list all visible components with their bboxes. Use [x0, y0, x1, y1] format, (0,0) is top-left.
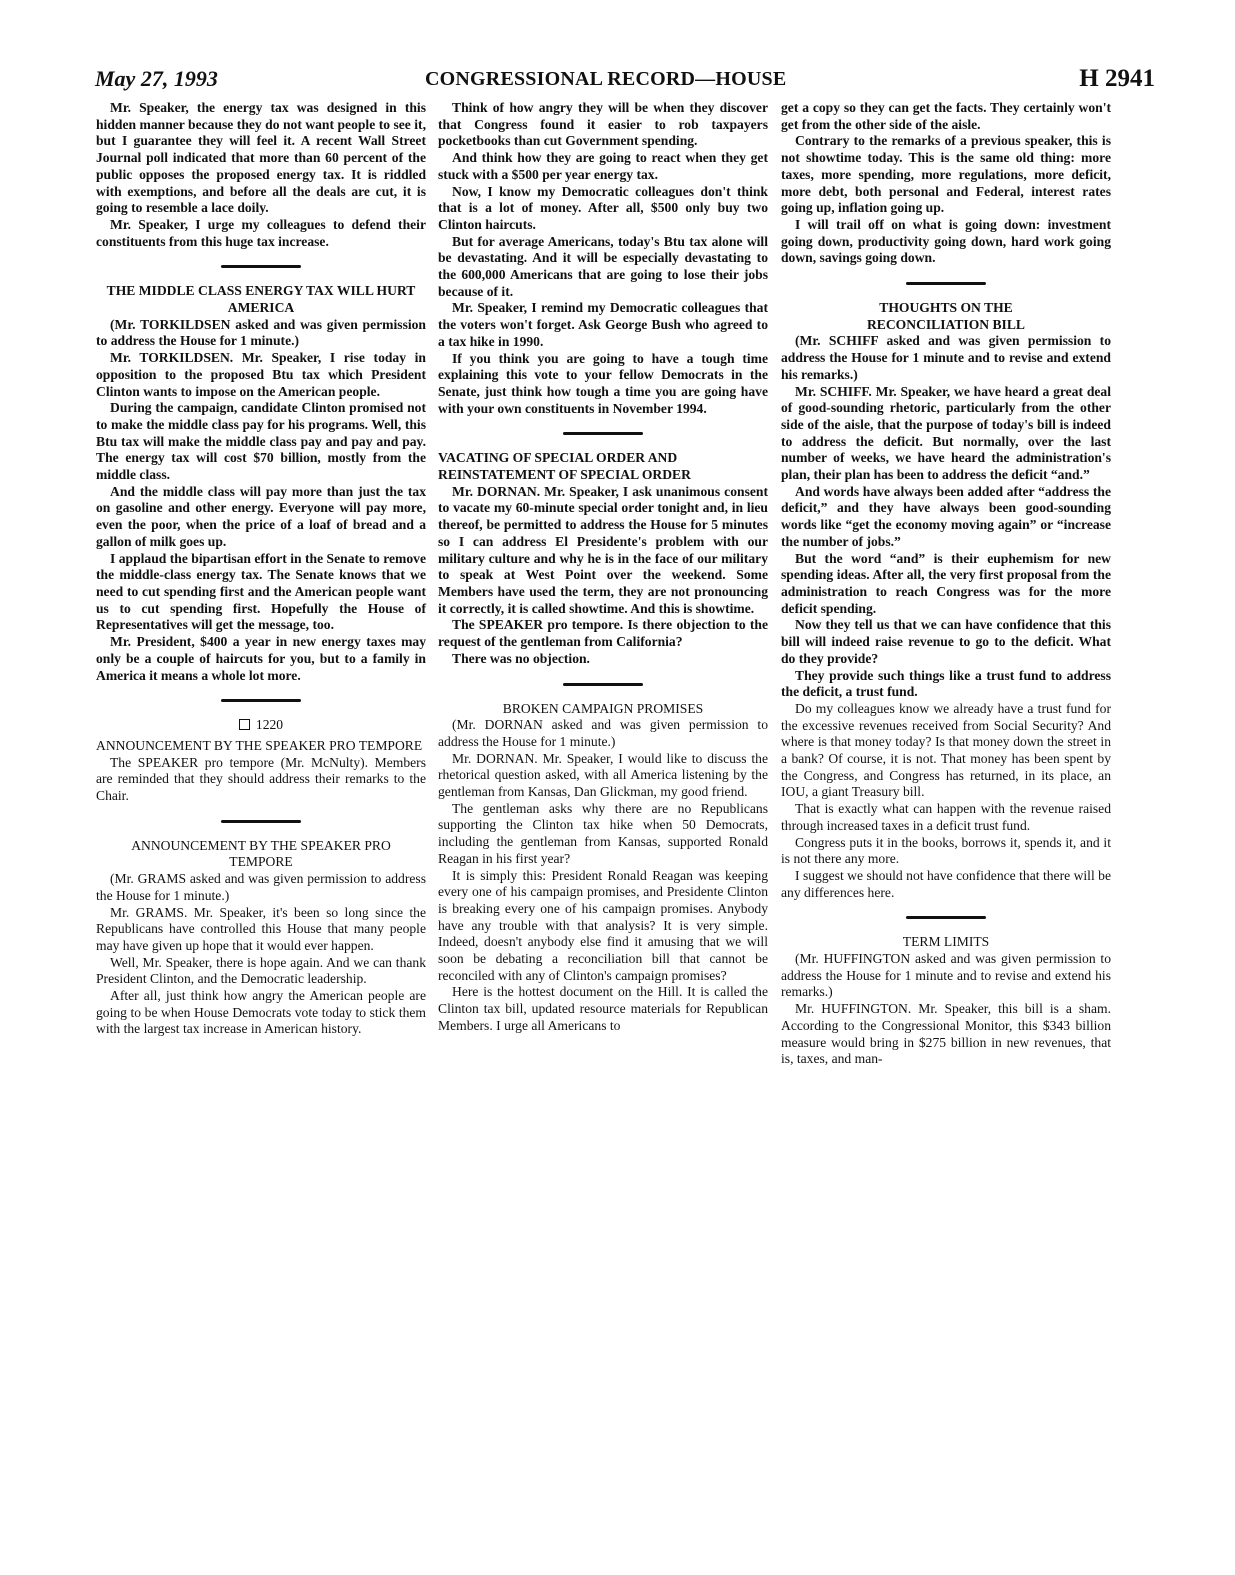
time-stamp-text: 1220	[255, 717, 284, 733]
paragraph: Mr. Speaker, I remind my Democratic colleagues that the voters won't forget. Ask George Bush who agreed to a tax hike in 1990.	[438, 300, 768, 349]
section-divider	[221, 820, 301, 823]
paragraph: (Mr. DORNAN asked and was given permission to address the House for 1 minute.)	[438, 717, 768, 749]
column-2	[438, 100, 768, 1035]
paragraph: They provide such things like a trust fund to address the deficit, a trust fund.	[781, 667, 1111, 700]
section-divider	[563, 683, 643, 686]
checkbox-icon	[239, 719, 250, 730]
paragraph: During the campaign, candidate Clinton promised not to make the middle class pay for his programs. Well, this Btu tax will make the middle class pay and pay and pay. The energy tax will cost $70 billion, mostly from the middle class.	[96, 400, 426, 483]
paragraph: (Mr. GRAMS asked and was given permission to address the House for 1 minute.)	[96, 871, 426, 903]
section-heading: ANNOUNCEMENT BY THE SPEAKER PRO TEMPORE	[96, 737, 423, 753]
section-heading: VACATING OF SPECIAL ORDER AND REINSTATEMENT OF SPECIAL ORDER	[438, 450, 691, 483]
paragraph: It is simply this: President Ronald Reagan was keeping every one of his campaign promises, and Presidente Clinton is breaking every one of his campaign promises. Anybody have any trouble with that analysis? It is very simple. Indeed, doesn't anybody else find it amusing that we will soon be debating a reconciliation bill that cannot be reconciled with any of Clinton's campaign promises?	[438, 867, 768, 983]
section-divider	[906, 916, 986, 919]
paragraph: Now, I know my Democratic colleagues don't think that is a lot of money. After all, $500 only buy two Clinton haircuts.	[438, 183, 768, 232]
paragraph: And the middle class will pay more than just the tax on gasoline and other energy. Everyone will pay more, even the poor, when the price of a loaf of bread and a gallon of milk goes up.	[96, 483, 426, 549]
paragraph: I applaud the bipartisan effort in the Senate to remove the middle-class energy tax. The Senate knows that we need to cut spending first and the American people want us to cut spending first. Hopefully the House of Representatives will get the message, too.	[96, 550, 426, 633]
paragraph: get a copy so they can get the facts. They certainly won't get from the other side of the aisle.	[781, 100, 1111, 132]
paragraph: Mr. Speaker, I urge my colleagues to defend their constituents from this huge tax increase.	[96, 216, 426, 249]
paragraph: Mr. GRAMS. Mr. Speaker, it's been so long since the Republicans have controlled this House that many people may have given up hope that it would ever happen.	[96, 904, 426, 953]
section-divider	[563, 432, 643, 435]
paragraph: Mr. TORKILDSEN. Mr. Speaker, I rise today in opposition to the proposed Btu tax which President Clinton wants to impose on the American people.	[96, 350, 426, 399]
paragraph: The SPEAKER pro tempore. Is there objection to the request of the gentleman from California?	[438, 617, 768, 650]
paragraph: Now they tell us that we can have confidence that this bill will indeed raise revenue to go to the deficit. What do they provide?	[781, 617, 1111, 666]
paragraph: (Mr. TORKILDSEN asked and was given permission to address the House for 1 minute.)	[96, 316, 426, 349]
paragraph: That is exactly what can happen with the revenue raised through increased taxes in a deficit trust fund.	[781, 801, 1111, 833]
section-heading: TERM LIMITS	[902, 934, 990, 950]
paragraph: Mr. DORNAN. Mr. Speaker, I would like to discuss the rhetorical question asked, with all America listening by the gentleman from Kansas, Dan Glickman, my good friend.	[438, 750, 768, 800]
page-header	[95, 66, 1155, 98]
paragraph: I will trail off on what is going down: investment going down, productivity going down, hard work going down, savings going down.	[781, 216, 1111, 266]
paragraph: After all, just think how angry the American people are going to be when House Democrats vote today to stick them with the largest tax increase in American history.	[96, 988, 426, 1037]
paragraph: Congress puts it in the books, borrows it, spends it, and it is not there any more.	[781, 834, 1111, 867]
paragraph: There was no objection.	[452, 650, 590, 666]
section-divider	[221, 265, 301, 268]
column-1	[96, 100, 426, 1038]
paragraph: (Mr. SCHIFF asked and was given permission to address the House for 1 minute and to revise and extend his remarks.)	[781, 333, 1111, 382]
section-divider	[906, 282, 986, 285]
paragraph: Mr. DORNAN. Mr. Speaker, I ask unanimous consent to vacate my 60-minute special order tonight and, in lieu thereof, be permitted to address the House for 5 minutes so I can address El Presidente's problem with our military culture and why he is in the face of our military to speak at West Point over the weekend. Some Members have used the term, they are not pronouncing it correctly, it is called showtime. And this is showtime.	[438, 483, 768, 616]
time-stamp	[96, 717, 426, 734]
header-title: CONGRESSIONAL RECORD—HOUSE	[425, 68, 787, 90]
paragraph: Well, Mr. Speaker, there is hope again. And we can thank President Clinton, and the Democratic leadership.	[96, 954, 426, 987]
paragraph: (Mr. HUFFINGTON asked and was given permission to address the House for 1 minute and to revise and extend his remarks.)	[781, 951, 1111, 1000]
header-page-number: H 2941	[1079, 65, 1155, 92]
paragraph: If you think you are going to have a tough time explaining this vote to your fellow Democrats in the Senate, just think how tough a time you are going have with your own constituents in November 1994.	[438, 350, 768, 416]
paragraph: And words have always been added after “address the deficit,” and they have always been good-sounding words like “get the economy moving again” or “increase the number of jobs.”	[781, 483, 1111, 549]
section-divider	[221, 699, 301, 702]
paragraph: The SPEAKER pro tempore (Mr. McNulty). Members are reminded that they should address their remarks to the Chair.	[96, 754, 426, 804]
paragraph: The gentleman asks why there are no Republicans supporting the Clinton tax hike when 50 Democrats, including the gentleman from Kansas, supported Ronald Reagan in his first year?	[438, 800, 768, 866]
paragraph: But for average Americans, today's Btu tax alone will be devastating. And it will be especially devastating to the 600,000 Americans that are going to lose their jobs because of it.	[438, 233, 768, 299]
paragraph: But the word “and” is their euphemism for new spending ideas. After all, the very first proposal from the administration to reach Congress was for the more deficit spending.	[781, 550, 1111, 616]
paragraph: Mr. Speaker, the energy tax was designed in this hidden manner because they do not want people to see it, but I guarantee they will feel it. A recent Wall Street Journal poll indicated that more than 60 percent of the public opposes the proposed energy tax. It is riddled with exemptions, and before all the deals are cut, it is going to resemble a lace doily.	[96, 100, 426, 216]
section-heading: THE MIDDLE CLASS ENERGY TAX WILL HURT AMERICA	[106, 283, 416, 316]
paragraph: Mr. SCHIFF. Mr. Speaker, we have heard a great deal of good-sounding rhetoric, particularly from the other side of the aisle, that the purpose of today's bill is indeed to address the deficit. But normally, over the last number of weeks, we have heard the administration's plan, their plan has been to address the deficit “and.”	[781, 383, 1111, 483]
paragraph: Here is the hottest document on the Hill. It is called the Clinton tax bill, updated resource materials for Republican Members. I urge all Americans to	[438, 984, 768, 1033]
header-date: May 27, 1993	[95, 66, 218, 91]
paragraph: Mr. President, $400 a year in new energy taxes may only be a couple of haircuts for you, but to a family in America it means a whole lot more.	[96, 634, 426, 683]
section-heading: BROKEN CAMPAIGN PROMISES	[502, 700, 704, 716]
section-heading: THOUGHTS ON THE RECONCILIATION BILL	[866, 300, 1025, 332]
paragraph: Do my colleagues know we already have a trust fund for the excessive revenues received from Social Security? And where is that money today? Is that money down the street in a bank? Of course, it is not. That money has been spent by the Congress, and Congress has returned, in its place, an IOU, a giant Treasury bill.	[781, 700, 1111, 800]
paragraph: Mr. HUFFINGTON. Mr. Speaker, this bill is a sham. According to the Congressional Monitor, this $343 billion measure would bring in $275 billion in new revenues, that is, taxes, and man-	[781, 1001, 1111, 1067]
paragraph: I suggest we should not have confidence that there will be any differences here.	[781, 867, 1111, 900]
paragraph: And think how they are going to react when they get stuck with a $500 per year energy tax.	[438, 150, 768, 182]
paragraph: Think of how angry they will be when they discover that Congress found it easier to rob taxpayers pocketbooks than cut Government spending.	[438, 100, 768, 149]
column-3	[781, 100, 1111, 1068]
section-heading: ANNOUNCEMENT BY THE SPEAKER PRO TEMPORE	[131, 837, 391, 870]
paragraph: Contrary to the remarks of a previous speaker, this is not showtime today. This is the same old thing: more taxes, more spending, more regulations, more deficit, more debt, both personal and Federal, interest rates going up, inflation going up.	[781, 133, 1111, 216]
